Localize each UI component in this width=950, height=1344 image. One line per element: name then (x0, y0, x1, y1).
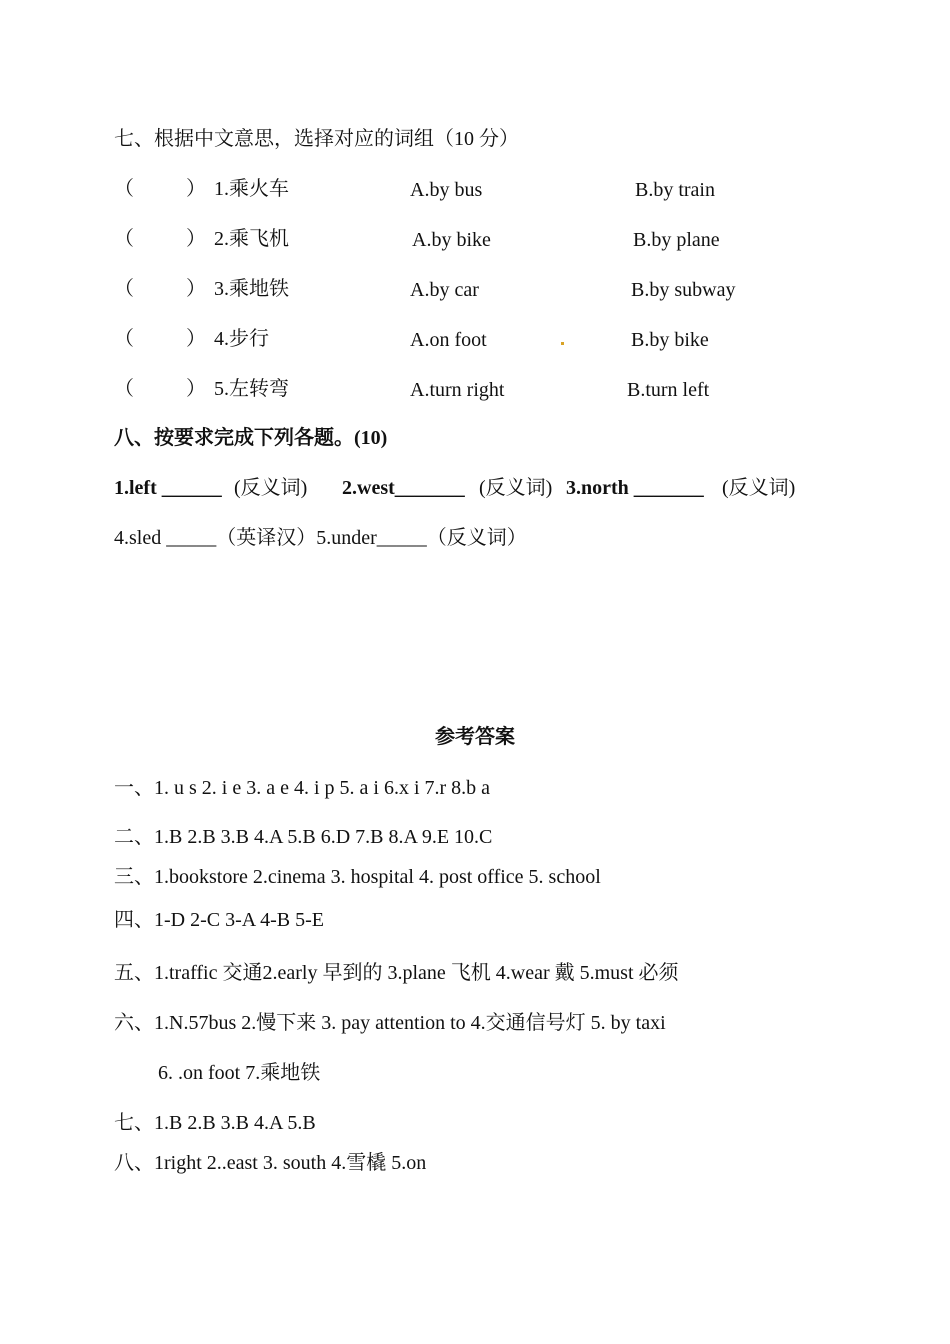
answer-line-6: 六、1.N.57bus 2.慢下来 3. pay attention to 4.交通信号灯 5. by taxi (114, 1012, 666, 1034)
option-a: A.turn right (410, 379, 505, 401)
answer-line-8: 八、1right 2..east 3. south 4.雪橇 5.on (114, 1152, 427, 1174)
item-label: 3.乘地铁 (214, 278, 289, 300)
answer-line-5: 五、1.traffic 交通2.early 早到的 3.plane 飞机 4.wear 戴 5.must 必须 (114, 962, 679, 984)
q2-word: 2.west_______ (342, 477, 465, 499)
answer-line-7: 七、1.B 2.B 3.B 4.A 5.B (114, 1112, 316, 1134)
section8-title: 八、按要求完成下列各题。(10) (114, 427, 388, 449)
answer-line-1: 一、1. u s 2. i e 3. a e 4. i p 5. a i 6.x i 7.r 8.b a (114, 777, 491, 799)
option-a: A.by bus (410, 179, 483, 201)
q2-note: (反义词) (479, 477, 553, 499)
item-label: 1.乘火车 (214, 178, 289, 200)
answer-paren-open: （ (114, 378, 134, 400)
option-a: A.on foot (410, 329, 487, 351)
option-b: B.by plane (633, 229, 720, 251)
answer-paren-close: ） (186, 328, 206, 350)
option-b: B.by bike (631, 329, 709, 351)
answer-paren-close: ） (186, 178, 206, 200)
answer-line-4: 四、1-D 2-C 3-A 4-B 5-E (114, 909, 324, 931)
answer-paren-close: ） (186, 278, 206, 300)
answer-paren-close: ） (186, 228, 206, 250)
answer-paren-close: ） (186, 378, 206, 400)
q1-note: (反义词) (234, 477, 308, 499)
item-label: 4.步行 (214, 328, 269, 350)
q3-note: (反义词) (722, 477, 796, 499)
answer-paren-open: （ (114, 228, 134, 250)
q3-word: 3.north _______ (566, 477, 704, 499)
answer-paren-open: （ (114, 278, 134, 300)
option-b: B.by train (635, 179, 715, 201)
marker-dot (561, 342, 564, 345)
answer-paren-open: （ (114, 178, 134, 200)
answer-line-6-cont: 6. .on foot 7.乘地铁 (158, 1062, 321, 1084)
option-b: B.by subway (631, 279, 736, 301)
option-a: A.by bike (412, 229, 491, 251)
q4-q5-line: 4.sled _____（英译汉）5.under_____（反义词） (114, 527, 527, 549)
answer-line-2: 二、1.B 2.B 3.B 4.A 5.B 6.D 7.B 8.A 9.E 10.C (114, 826, 493, 848)
item-label: 5.左转弯 (214, 378, 289, 400)
answers-title: 参考答案 (435, 726, 515, 748)
answer-line-3: 三、1.bookstore 2.cinema 3. hospital 4. post office 5. school (114, 866, 601, 888)
q1-word: 1.left ______ (114, 477, 222, 499)
answer-paren-open: （ (114, 328, 134, 350)
option-b: B.turn left (627, 379, 710, 401)
section7-title: 七、根据中文意思，选择对应的词组（10 分） (114, 128, 519, 150)
option-a: A.by car (410, 279, 479, 301)
item-label: 2.乘飞机 (214, 228, 289, 250)
